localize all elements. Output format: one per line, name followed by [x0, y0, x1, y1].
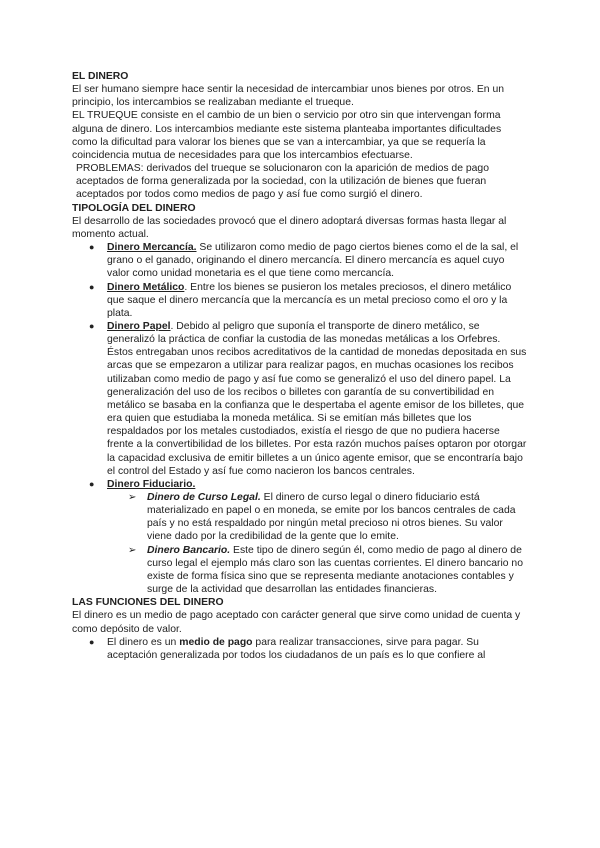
term-dinero-metalico: Dinero Metálico	[107, 281, 185, 293]
bullet-icon: ●	[89, 320, 95, 331]
arrow-bullet-icon: ➢	[128, 544, 137, 556]
sublist-item	[72, 491, 528, 544]
term-dinero-bancario: Dinero Bancario.	[147, 544, 231, 556]
list-item	[72, 320, 528, 478]
list-item	[72, 478, 528, 491]
list-item	[72, 636, 528, 662]
list-item	[72, 281, 528, 320]
section-title-funciones: LAS FUNCIONES DEL DINERO	[72, 597, 224, 609]
section-title-el-dinero: EL DINERO	[72, 71, 129, 82]
section-title-tipologia: TIPOLOGÍA DEL DINERO	[72, 202, 196, 214]
paragraph-intro: El ser humano siempre hace sentir la necesidad de intercambiar unos bienes por otros. En un principio, los intercambios se realizaban mediante el trueque.	[72, 84, 505, 109]
paragraph-problemas: PROBLEMAS: derivados del trueque se solucionaron con la aparición de medios de pago aceptados de forma generalizada por la sociedad, con la utilización de bienes que fueran aceptados por todos como medios de pago y así fue como surgió el dinero.	[76, 163, 489, 201]
list-item-text: . Debido al peligro que suponía el transporte de dinero metálico, se generalizó la práctica de confiar la custodia de las monedas metálicas a los Orfebres. Éstos entregaban unos recibos acreditativos de la cantidad de monedas depositada en sus arcas que se empezaron a utilizar para realizar pagos, en muchas ocasiones los recibos utilizaban como medio de pago y así fue como se generalizó el uso del dinero papel. La generalización del uso de los recibos o billetes con garantía de su convertibilidad en metálico se basaba en la confianza que le despertaba el agente emisor de los billetes, que era quien que estudiaba la moneda metálica. Si se emitían más billetes que los respaldados por los metales custodiados, existía el riesgo de que no pudiera hacerse frente a la convertibilidad de los billetes. Por esta razón muchos países optaron por otorgar la capacidad exclusiva de emitir billetes a un único agente emisor, que se encontraría bajo el control del Estado y así fue como nacieron los bancos centrales.	[107, 320, 527, 477]
bullet-icon: ●	[89, 281, 95, 292]
paragraph-trueque: EL TRUEQUE consiste en el cambio de un bien o servicio por otro sin que intervengan forma alguna de dinero. Los intercambios mediante este sistema planteaba importantes dificultades como la dificultad para valorar los bienes que se van a intercambiar, ya que se requería la coincidencia mutua de necesidades para que los intercambios efectuarse.	[72, 110, 502, 161]
fiduciario-sublist	[72, 491, 528, 596]
term-dinero-papel: Dinero Papel	[107, 320, 171, 332]
sublist-item	[72, 544, 528, 597]
term-dinero-fiduciario: Dinero Fiduciario.	[107, 478, 196, 490]
sublist-item-text: Este tipo de dinero según él, como medio de pago al dinero de curso legal el ejemplo más claro son las cuentas corrientes. El dinero bancario no existe de forma física sino que se representa mediante anotaciones contables y surge de la actividad que desarrollan las entidades financieras.	[147, 544, 523, 596]
list-item-text: . Entre los bienes se pusieron los metales preciosos, el dinero metálico que saque el dinero mercancía que la mercancía es un metal precioso como el oro y la plata.	[107, 281, 512, 319]
term-dinero-mercancia: Dinero Mercancía.	[107, 242, 197, 254]
list-item	[72, 241, 528, 280]
arrow-bullet-icon: ➢	[128, 492, 137, 503]
list-item-text-after: para realizar transacciones, sirve para pagar. Su aceptación generalizada por todos los ciudadanos de un país es lo que confiere al	[107, 636, 486, 661]
bullet-icon: ●	[89, 636, 95, 647]
document-page	[72, 70, 528, 662]
list-item-text: Se utilizaron como medio de pago ciertos bienes como el de la sal, el grano o el ganado, originando el dinero mercancía. El dinero mercancía es aquel cuyo valor como unidad monetaria es el que tiene como mercancía.	[107, 242, 519, 280]
bullet-icon: ●	[89, 242, 95, 253]
sublist-item-text: El dinero de curso legal o dinero fiduciario está materializado en papel o en moneda, se emite por los bancos centrales de cada país y no está respaldado por ningún metal precioso ni otros bienes. Su valor viene dado por la credibilidad de la gente que lo emite.	[147, 492, 516, 543]
bullet-icon: ●	[89, 478, 95, 489]
paragraph-funciones-intro: El dinero es un medio de pago aceptado con carácter general que sirve como unidad de cuenta y como depósito de valor.	[72, 610, 521, 635]
funciones-list	[72, 636, 528, 662]
paragraph-tipologia-intro: El desarrollo de las sociedades provocó que el dinero adoptará diversas formas hasta llegar al momento actual.	[72, 215, 507, 240]
tipologia-list	[72, 241, 528, 491]
term-medio-de-pago: medio de pago	[179, 636, 253, 648]
list-item-text-before: El dinero es un	[107, 636, 180, 648]
term-dinero-curso-legal: Dinero de Curso Legal.	[147, 492, 261, 503]
